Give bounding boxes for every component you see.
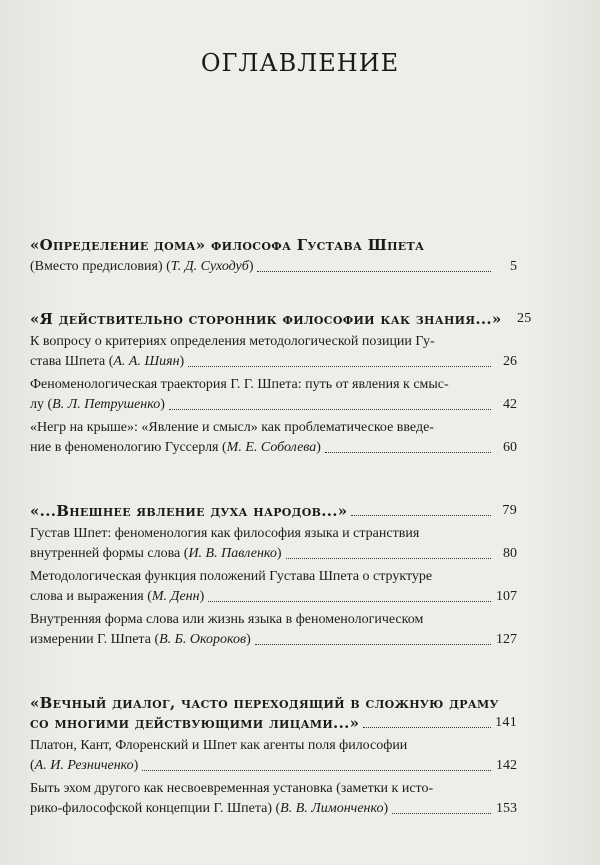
dot-leader bbox=[188, 365, 491, 367]
dot-leader bbox=[363, 726, 491, 728]
page-number: 80 bbox=[503, 546, 517, 561]
toc-entry: Платон, Кант, Флоренский и Шпет как агенты поля философии (А. И. Резниченко) 142 bbox=[30, 736, 517, 776]
toc-entry: (Вместо предисловия) (Т. Д. Суходуб) 5 bbox=[30, 257, 517, 277]
page-number: 141 bbox=[495, 715, 517, 730]
toc-entry: «Негр на крыше»: «Явление и смысл» как проблематическое введе- ние в феноменологию Гуссерля (М. Е. Соболева) 60 bbox=[30, 418, 517, 458]
page-number: 42 bbox=[503, 397, 517, 412]
entry-title: рико-философской концепции Г. Шпета) bbox=[30, 801, 272, 816]
entry-author: В. Л. Петрушенко bbox=[52, 397, 161, 412]
page-number: 60 bbox=[503, 440, 517, 455]
entry-title-line: К вопросу о критериях определения методологической позиции Гу- bbox=[30, 334, 435, 349]
page-number: 127 bbox=[496, 632, 517, 647]
toc-entry: Внутренняя форма слова или жизнь языка в феноменологическом измерении Г. Шпета (В. Б. Окороков) 127 bbox=[30, 610, 517, 650]
table-of-contents bbox=[30, 235, 532, 819]
dot-leader bbox=[142, 769, 491, 771]
dot-leader bbox=[325, 451, 491, 453]
dot-leader bbox=[257, 270, 491, 272]
page-number: 142 bbox=[496, 758, 517, 773]
dot-leader bbox=[255, 643, 491, 645]
entry-title: внутренней формы слова bbox=[30, 546, 181, 561]
entry-title: става Шпета bbox=[30, 354, 106, 369]
toc-entry: Быть эхом другого как несвоевременная установка (заметки к исто- рико-философской концепции Г. Шпета) (В. В. Лимонченко) 153 bbox=[30, 779, 517, 819]
entry-title-line: Быть эхом другого как несвоевременная установка (заметки к исто- bbox=[30, 781, 434, 796]
dot-leader bbox=[351, 514, 491, 516]
entry-title: (Вместо предисловия) bbox=[30, 259, 163, 274]
entry-title-line: Методологическая функция положений Густава Шпета о структуре bbox=[30, 569, 433, 584]
entry-title-line: Платон, Кант, Флоренский и Шпет как агенты поля философии bbox=[30, 738, 408, 753]
entry-title-line: Густав Шпет: феноменология как философия языка и странствия bbox=[30, 526, 420, 541]
entry-author: И. В. Павленко bbox=[188, 546, 277, 561]
entry-title: ние в феноменологию Гуссерля bbox=[30, 440, 219, 455]
entry-author: М. Денн bbox=[151, 589, 200, 604]
toc-section bbox=[30, 501, 517, 650]
entry-author: В. Б. Окороков bbox=[159, 632, 247, 647]
entry-author: В. В. Лимонченко bbox=[280, 801, 384, 816]
section-heading: «Я действительно сторонник философии как знания...» 25 bbox=[30, 310, 532, 328]
page-number: 107 bbox=[496, 589, 517, 604]
dot-leader bbox=[286, 557, 491, 559]
entry-title: слова и выражения bbox=[30, 589, 144, 604]
dot-leader bbox=[392, 812, 491, 814]
entry-author: М. Е. Соболева bbox=[226, 440, 317, 455]
entry-author: Т. Д. Суходуб bbox=[170, 259, 249, 274]
page-number: 79 bbox=[502, 503, 517, 518]
toc-section bbox=[30, 309, 532, 458]
page-number: 153 bbox=[496, 801, 517, 816]
entry-title: измерении Г. Шпета bbox=[30, 632, 151, 647]
entry-title-line: Внутренняя форма слова или жизнь языка в феноменологическом bbox=[30, 612, 424, 627]
page-number: 25 bbox=[517, 311, 532, 326]
toc-entry: Феноменологическая траектория Г. Г. Шпета: путь от явления к смыс- лу (В. Л. Петрушенко) 42 bbox=[30, 375, 517, 415]
entry-title-line: «Негр на крыше»: «Явление и смысл» как проблематическое введе- bbox=[30, 420, 434, 435]
entry-author: А. И. Резниченко bbox=[34, 758, 134, 773]
dot-leader bbox=[169, 408, 491, 410]
entry-author: А. А. Шиян bbox=[113, 354, 180, 369]
section-heading: «...Внешнее явление духа народов...» 79 bbox=[30, 502, 517, 520]
page-number: 26 bbox=[503, 354, 517, 369]
page-number: 5 bbox=[510, 259, 517, 274]
section-heading: «Вечный диалог, часто переходящий в сложную драму bbox=[30, 694, 499, 712]
section-heading-line2: со многими действующими лицами...» 141 bbox=[30, 714, 517, 732]
entry-title-line: Феноменологическая траектория Г. Г. Шпета: путь от явления к смыс- bbox=[30, 377, 449, 392]
dot-leader bbox=[208, 600, 491, 602]
section-heading: «Определение дома» философа Густава Шпета bbox=[30, 236, 425, 254]
toc-section bbox=[30, 693, 517, 819]
toc-entry: Густав Шпет: феноменология как философия языка и странствия внутренней формы слова (И. В. Павленко) 80 bbox=[30, 524, 517, 564]
entry-title: лу bbox=[30, 397, 44, 412]
toc-section bbox=[30, 235, 517, 277]
toc-entry: К вопросу о критериях определения методологической позиции Гу- става Шпета (А. А. Шиян) 26 bbox=[30, 332, 517, 372]
page-title: ОГЛАВЛЕНИЕ bbox=[200, 49, 400, 78]
toc-entry: Методологическая функция положений Густава Шпета о структуре слова и выражения (М. Денн) 107 bbox=[30, 567, 517, 607]
